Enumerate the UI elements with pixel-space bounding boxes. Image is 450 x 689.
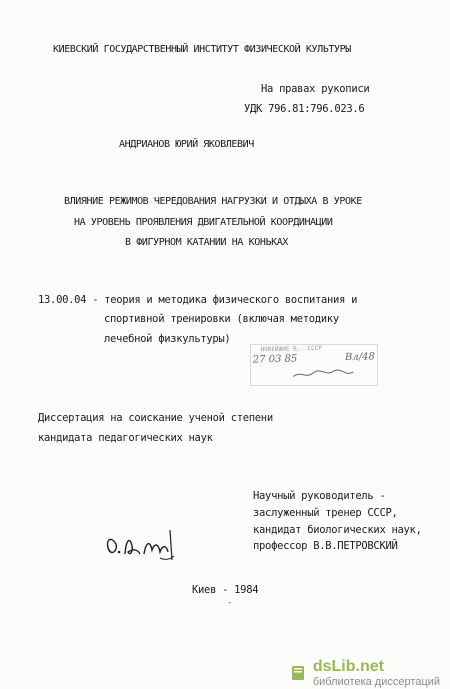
title-line: В ФИГУРНОМ КАТАНИИ НА КОНЬКАХ [125, 237, 288, 248]
book-icon [289, 664, 307, 682]
supervisor-line: заслуженный тренер СССР, [253, 507, 398, 519]
specialty-line: лечебной физкультуры) [104, 333, 231, 345]
stamp-signature [253, 366, 373, 384]
author-signature [100, 522, 190, 564]
page-dash: - [227, 598, 233, 608]
specialty-line: спортивной тренировки (включая методику [104, 313, 339, 325]
supervisor-line: профессор В.В.ПЕТРОВСКИЙ [253, 540, 398, 552]
registration-stamp [252, 343, 373, 388]
author-name: АНДРИАНОВ ЮРИЙ ЯКОВЛЕВИЧ [119, 139, 254, 150]
supervisor-line: Научный руководитель - [253, 490, 386, 502]
city-year: Киев - 1984 [192, 584, 259, 596]
footer-watermark [0, 656, 450, 689]
specialty-line: 13.00.04 - теория и методика физического воспитания и [38, 294, 358, 306]
footer-logo[interactable]: dsLib.net [312, 657, 384, 675]
udk-code: УДК 796.81:796.023.6 [244, 103, 365, 115]
institution-name: КИЕВСКИЙ ГОСУДАРСТВЕННЫЙ ИНСТИТУТ ФИЗИЧЕСКОЙ КУЛЬТУРЫ [53, 44, 351, 55]
stamp-number: Вл/48 [344, 351, 375, 364]
footer-tagline: библиотека диссертаций [312, 675, 440, 688]
stamp-date: 27 03 85 [252, 353, 298, 366]
manuscript-rights: На правах рукописи [261, 83, 370, 95]
stamp-line: НОВЕЙШИЕ В...СССР [260, 344, 323, 354]
supervisor-line: кандидат биологических наук, [253, 524, 422, 536]
title-line: ВЛИЯНИЕ РЕЖИМОВ ЧЕРЕДОВАНИЯ НАГРУЗКИ И ОТДЫХА В УРОКЕ [64, 196, 362, 207]
title-line: НА УРОВЕНЬ ПРОЯВЛЕНИЯ ДВИГАТЕЛЬНОЙ КООРДИНАЦИИ [74, 217, 333, 228]
degree-line: кандидата педагогических наук [38, 432, 213, 444]
degree-line: Диссертация на соискание ученой степени [38, 412, 273, 424]
